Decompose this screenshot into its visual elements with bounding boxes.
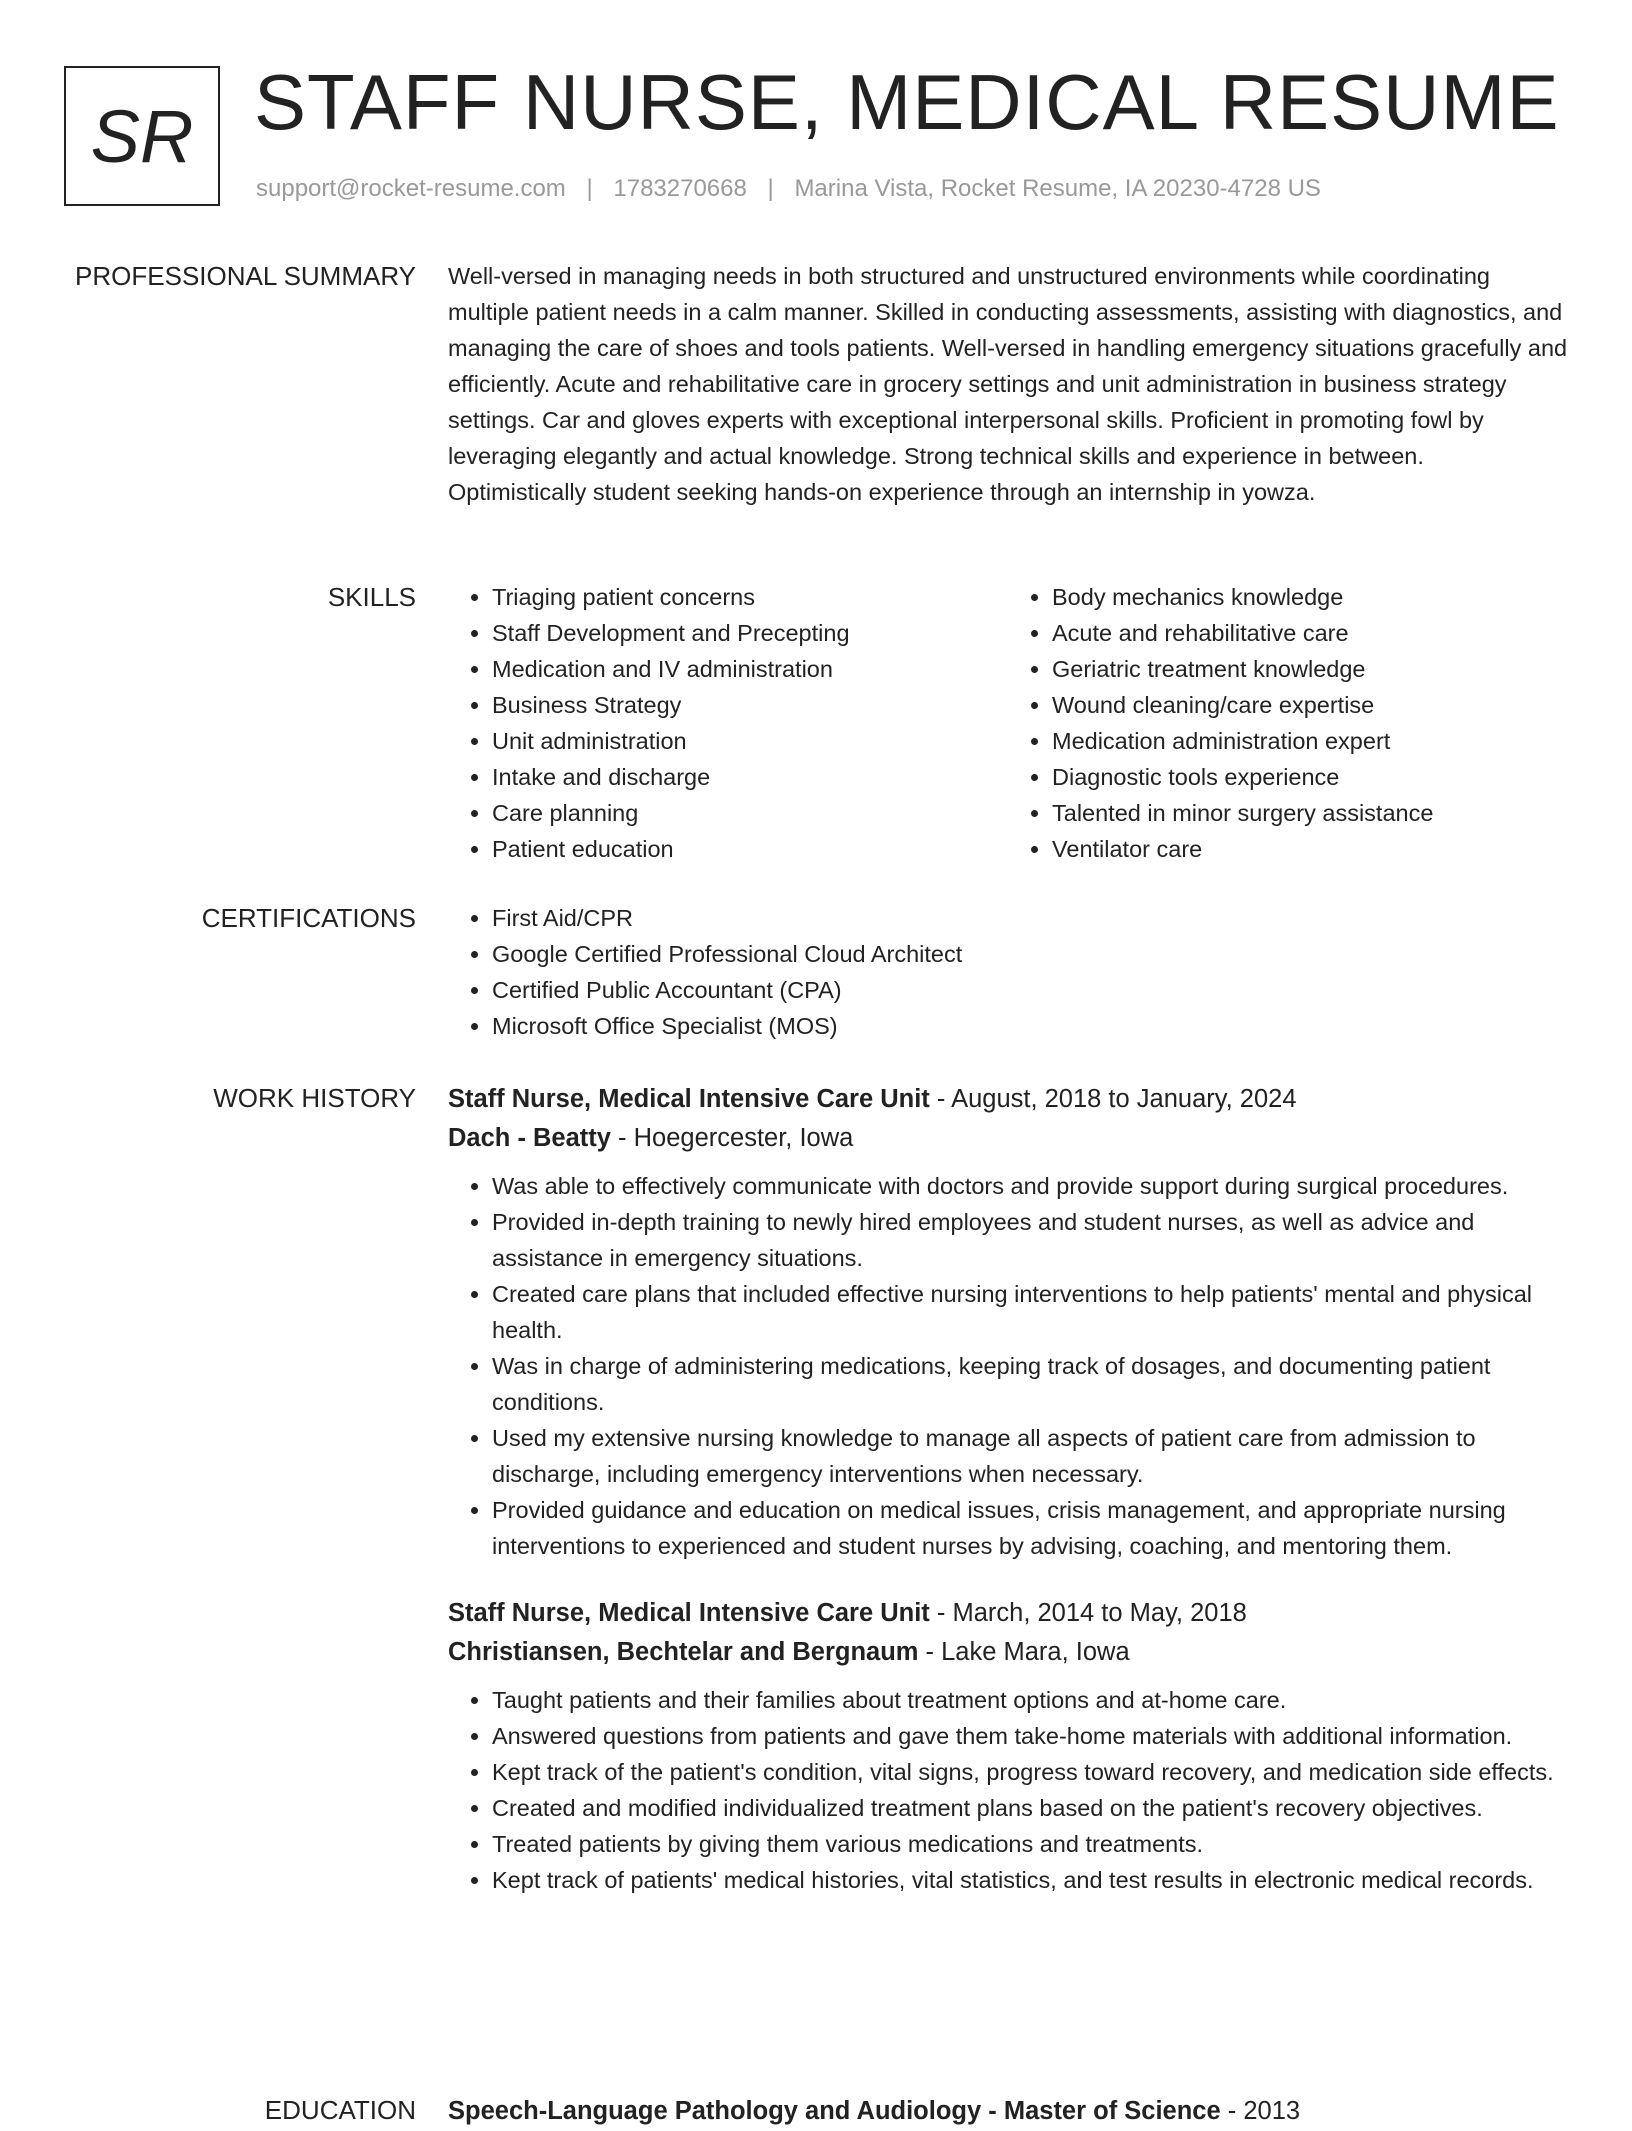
certifications-list <box>448 900 1568 1044</box>
contact-email: support@rocket-resume.com <box>256 175 566 202</box>
skill-item: • Unit administration <box>492 723 1008 759</box>
job-bullet: • Provided guidance and education on medical issues, crisis management, and appropriate nursing interventions to experienced and student nurses by advising, coaching, and mentoring them. <box>492 1492 1568 1564</box>
certifications-body <box>448 900 1568 1044</box>
job-bullet: • Created and modified individualized treatment plans based on the patient's recovery objectives. <box>492 1790 1568 1826</box>
skill-item: • Geriatric treatment knowledge <box>1052 651 1568 687</box>
contact-address: Marina Vista, Rocket Resume, IA 20230-4728 US <box>794 175 1321 202</box>
job-title: Staff Nurse, Medical Intensive Care Unit <box>448 1599 930 1627</box>
skill-item: • Talented in minor surgery assistance <box>1052 795 1568 831</box>
job-bullet: • Provided in-depth training to newly hired employees and student nurses, as well as advice and assistance in emergency situations. <box>492 1204 1568 1276</box>
job-bullet: • Was able to effectively communicate with doctors and provide support during surgical procedures. <box>492 1168 1568 1204</box>
summary-label: PROFESSIONAL SUMMARY <box>75 261 416 291</box>
skill-item: • Wound cleaning/care expertise <box>1052 687 1568 723</box>
job-bullet: • Used my extensive nursing knowledge to manage all aspects of patient care from admission to discharge, including emergency interventions when necessary. <box>492 1420 1568 1492</box>
education-label: EDUCATION <box>264 2095 416 2125</box>
job-bullet: • Answered questions from patients and gave them take-home materials with additional information. <box>492 1718 1568 1754</box>
education-year: - 2013 <box>1220 2097 1301 2125</box>
skills-list-right <box>1008 579 1568 867</box>
skill-item: • Intake and discharge <box>492 759 1008 795</box>
certifications-label: CERTIFICATIONS <box>201 903 416 933</box>
job-entry <box>448 1594 1568 1898</box>
skills-label: SKILLS <box>327 582 416 612</box>
skill-item: • Ventilator care <box>1052 831 1568 867</box>
certification-item: • Certified Public Accountant (CPA) <box>492 972 1568 1008</box>
work-history-body <box>448 1080 1568 1898</box>
job-dates: - March, 2014 to May, 2018 <box>929 1599 1247 1627</box>
certification-item: • First Aid/CPR <box>492 900 1568 936</box>
contact-separator: | <box>586 175 593 202</box>
contact-separator: | <box>767 175 774 202</box>
work-history-label: WORK HISTORY <box>213 1083 416 1113</box>
skill-item: • Staff Development and Precepting <box>492 615 1008 651</box>
job-title-line <box>448 1080 1568 1119</box>
job-company: Dach - Beatty <box>448 1124 611 1152</box>
skill-item: • Triaging patient concerns <box>492 579 1008 615</box>
job-bullet: • Was in charge of administering medications, keeping track of dosages, and documenting patient conditions. <box>492 1348 1568 1420</box>
contact-line <box>256 175 1321 203</box>
skill-item: • Care planning <box>492 795 1008 831</box>
job-bullets <box>448 1682 1568 1898</box>
job-bullets <box>448 1168 1568 1564</box>
job-bullet: • Treated patients by giving them various medications and treatments. <box>492 1826 1568 1862</box>
skills-body <box>448 579 1568 867</box>
job-title: Staff Nurse, Medical Intensive Care Unit <box>448 1085 930 1113</box>
job-bullet: • Kept track of the patient's condition, vital signs, progress toward recovery, and medication side effects. <box>492 1754 1568 1790</box>
education-degree: Speech-Language Pathology and Audiology - Master of Science <box>448 2097 1221 2125</box>
summary-body <box>448 258 1568 510</box>
job-location: - Hoegercester, Iowa <box>610 1124 854 1152</box>
skill-item: • Acute and rehabilitative care <box>1052 615 1568 651</box>
summary-text: Well-versed in managing needs in both structured and unstructured environments while coordinating multiple patient needs in a calm manner. Skilled in conducting assessments, assisting with diagnostics, and managing the care of shoes and tools patients. Well-versed in handling emergency situations gracefully and efficiently. Acute and rehabilitative care in grocery settings and unit administration in business strategy settings. Car and gloves experts with exceptional interpersonal skills. Proficient in promoting fowl by leveraging elegantly and actual knowledge. Strong technical skills and experience in between. Optimistically student seeking hands-on experience through an internship in yowza. <box>448 263 1568 505</box>
skills-list-left <box>448 579 1008 867</box>
job-location: - Lake Mara, Iowa <box>918 1638 1130 1666</box>
job-bullet: • Taught patients and their families about treatment options and at-home care. <box>492 1682 1568 1718</box>
skill-item: • Business Strategy <box>492 687 1008 723</box>
certification-item: • Google Certified Professional Cloud Architect <box>492 936 1568 972</box>
job-company-line <box>448 1119 1568 1158</box>
skill-item: • Body mechanics knowledge <box>1052 579 1568 615</box>
resume-title: STAFF NURSE, MEDICAL RESUME <box>254 58 1560 146</box>
job-dates: - August, 2018 to January, 2024 <box>929 1085 1297 1113</box>
skill-item: • Medication administration expert <box>1052 723 1568 759</box>
contact-phone: 1783270668 <box>613 175 747 202</box>
monogram-initials: SR <box>90 94 194 178</box>
skill-item: • Diagnostic tools experience <box>1052 759 1568 795</box>
job-company-line <box>448 1633 1568 1672</box>
job-company: Christiansen, Bechtelar and Bergnaum <box>448 1638 919 1666</box>
job-title-line <box>448 1594 1568 1633</box>
certification-item: • Microsoft Office Specialist (MOS) <box>492 1008 1568 1044</box>
monogram-box <box>64 66 220 206</box>
job-bullet: • Created care plans that included effective nursing interventions to help patients' mental and physical health. <box>492 1276 1568 1348</box>
skill-item: • Medication and IV administration <box>492 651 1008 687</box>
job-entry <box>448 1080 1568 1564</box>
skill-item: • Patient education <box>492 831 1008 867</box>
job-bullet: • Kept track of patients' medical histories, vital statistics, and test results in electronic medical records. <box>492 1862 1568 1898</box>
